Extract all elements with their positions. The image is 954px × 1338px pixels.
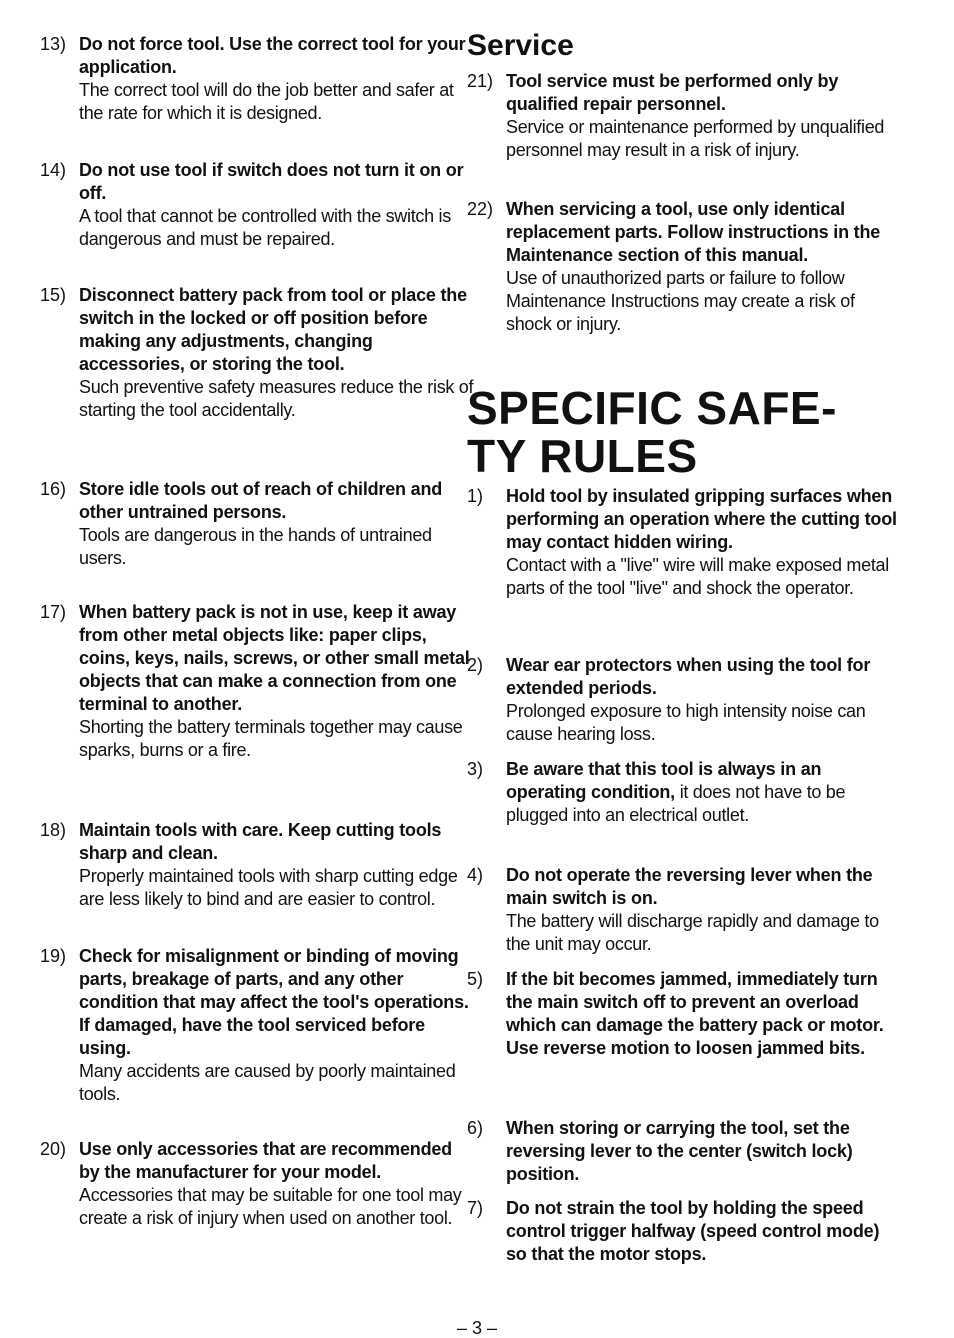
list-item: [40, 945, 474, 1106]
item-heading: When battery pack is not in use, keep it away from other metal objects like: paper clips, coins, keys, nails, screws, or other small metal objects that can make a connection from one terminal to another.: [79, 602, 470, 714]
title-line-2: TY RULES: [467, 430, 698, 482]
item-number: 3): [467, 759, 484, 779]
item-body: Such preventive safety measures reduce the risk of starting the tool accidentally.: [79, 377, 474, 420]
item-heading: When servicing a tool, use only identical replacement parts. Follow instructions in the Maintenance section of this manual.: [506, 199, 881, 265]
item-heading: If the bit becomes jammed, immediately turn the main switch off to prevent an overload which can damage the battery pack or motor. Use reverse motion to loosen jammed bits.: [506, 969, 884, 1058]
item-body: The correct tool will do the job better and safer at the rate for which it is designed.: [79, 80, 454, 123]
item-heading: Do not use tool if switch does not turn it on or off.: [79, 160, 464, 203]
item-heading: Do not strain the tool by holding the speed control trigger halfway (speed control mode) so that the motor stops.: [506, 1198, 880, 1264]
item-number: 20): [40, 1139, 67, 1159]
item-number: 15): [40, 285, 67, 305]
list-item: [40, 1138, 474, 1230]
list-item: [40, 33, 474, 125]
list-item: [467, 1117, 901, 1186]
item-body: Shorting the battery terminals together may cause sparks, burns or a fire.: [79, 717, 463, 760]
list-item: [467, 864, 901, 956]
item-heading: Maintain tools with care. Keep cutting tools sharp and clean.: [79, 820, 442, 863]
item-heading: Hold tool by insulated gripping surfaces when performing an operation where the cutting tool may contact hidden wiring.: [506, 486, 897, 552]
list-item: [467, 1197, 901, 1266]
item-heading: Disconnect battery pack from tool or place the switch in the locked or off position before making any adjustments, changing accessories, or storing the tool.: [79, 285, 467, 374]
item-body: Accessories that may be suitable for one tool may create a risk of injury when used on another tool.: [79, 1185, 462, 1228]
list-item: [40, 478, 474, 570]
item-number: 13): [40, 34, 67, 54]
item-number: 14): [40, 160, 67, 180]
item-body: The battery will discharge rapidly and damage to the unit may occur.: [506, 911, 879, 954]
item-number: 2): [467, 655, 484, 675]
item-heading: Wear ear protectors when using the tool for extended periods.: [506, 655, 871, 698]
item-body: Prolonged exposure to high intensity noise can cause hearing loss.: [506, 701, 866, 744]
item-body: A tool that cannot be controlled with the switch is dangerous and must be repaired.: [79, 206, 451, 249]
item-body: Contact with a "live" wire will make exposed metal parts of the tool "live" and shock the operator.: [506, 555, 889, 598]
list-item: [40, 601, 474, 762]
list-item: [467, 968, 901, 1060]
list-item: [40, 819, 474, 911]
service-title: Service: [467, 29, 574, 62]
item-body: Tools are dangerous in the hands of untrained users.: [79, 525, 432, 568]
list-item: [467, 70, 901, 162]
specific-safety-title: [467, 384, 887, 480]
item-heading: Use only accessories that are recommended by the manufacturer for your model.: [79, 1139, 452, 1182]
item-heading: Check for misalignment or binding of moving parts, breakage of parts, and any other condition that may affect the tool's operations. If damaged, have the tool serviced before using.: [79, 946, 469, 1058]
item-number: 16): [40, 479, 67, 499]
item-heading: Be aware that this tool is always in an operating condition,: [506, 759, 822, 802]
item-number: 5): [467, 969, 484, 989]
item-heading: Store idle tools out of reach of children and other untrained persons.: [79, 479, 443, 522]
list-item: [467, 485, 901, 600]
item-number: 4): [467, 865, 484, 885]
item-number: 21): [467, 71, 494, 91]
page-number: – 3 –: [456, 1318, 498, 1338]
title-line-1: SPECIFIC SAFE-: [467, 382, 837, 434]
list-item: [467, 758, 901, 827]
item-body: Service or maintenance performed by unqualified personnel may result in a risk of injury.: [506, 117, 885, 160]
item-body: Properly maintained tools with sharp cutting edge are less likely to bind and are easier to control.: [79, 866, 458, 909]
item-number: 18): [40, 820, 67, 840]
item-number: 17): [40, 602, 67, 622]
item-heading: Do not force tool. Use the correct tool for your application.: [79, 34, 466, 77]
item-heading: When storing or carrying the tool, set the reversing lever to the center (switch lock) position.: [506, 1118, 853, 1184]
item-heading: Tool service must be performed only by qualified repair personnel.: [506, 71, 839, 114]
item-heading: Do not operate the reversing lever when the main switch is on.: [506, 865, 873, 908]
item-number: 1): [467, 486, 484, 506]
item-number: 7): [467, 1198, 484, 1218]
list-item: [40, 284, 474, 422]
list-item: [467, 654, 901, 746]
item-number: 19): [40, 946, 67, 966]
item-body: Many accidents are caused by poorly maintained tools.: [79, 1061, 456, 1104]
item-body: Use of unauthorized parts or failure to follow Maintenance Instructions may create a risk of shock or injury.: [506, 268, 855, 334]
list-item: [40, 159, 474, 251]
item-number: 22): [467, 199, 494, 219]
item-heading-suffix: it does not have to be plugged into an electrical outlet.: [506, 782, 846, 825]
item-number: 6): [467, 1118, 484, 1138]
list-item: [467, 198, 901, 336]
